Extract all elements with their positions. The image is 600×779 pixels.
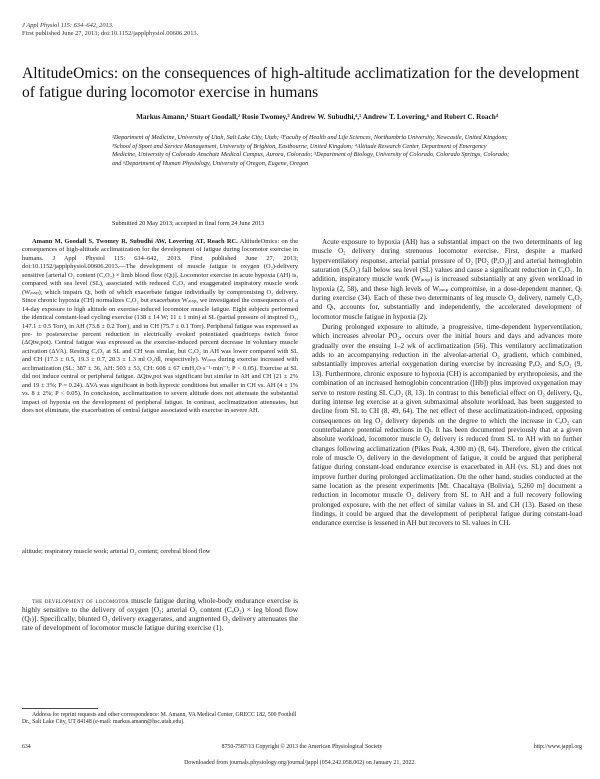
- paragraph-acute-hypoxia: Acute exposure to hypoxia (AH) has a substantial impact on the two determinants of leg muscle O₂ delivery during strenuous locomotor exercise. First, despite a marked hyperventilatory response, arterial partial pressure of O₂ [PO₂ (PₐO₂)] and arterial hemoglobin saturation (SₐO₂) fall below sea level (SL) values and cause a significant reduction in CₐO₂. In addition, inspiratory muscle work (Wᵢₙₛₚ) is increased substantially at any given workload in hypoxia (2, 58), and these high levels of Wᵢₙₛₚ compromise, in a dose-dependent manner, Qₗ during exercise (34). Each of these two determinants of leg muscle O₂ delivery, namely CₐO₂ and Qₗ, accounts for, substantially and independently, the accelerated development of locomotor muscle fatigue in hypoxia (2).: [312, 238, 582, 321]
- page-number: 634: [22, 744, 31, 750]
- page-footer: [22, 744, 582, 752]
- journal-url[interactable]: http://www.jappl.org: [533, 744, 582, 750]
- journal-header: [22, 22, 198, 39]
- download-notice: Downloaded from journals.physiology.org/journal/jappl (054.242.058.002) on January 21, 2022.: [184, 760, 416, 766]
- keywords: [22, 548, 298, 556]
- correspondence-footnote: [22, 712, 298, 727]
- copyright-line: 8750-7587/13 Copyright © 2013 the American Physiological Society: [221, 744, 383, 750]
- right-column: [312, 238, 582, 529]
- introduction-start: [22, 596, 298, 633]
- correspondence-text: Address for reprint requests and other correspondence: M. Amann, VA Medical Center, GRECC 182, 500 Foothill Dr., Salt Lake City, UT 84148 (e-mail: markus.amann@hsc.utah.edu).: [22, 712, 297, 726]
- abstract-citation: Amann M, Goodall S, Twomey R, Subudhi AW, Lovering AT, Roach RC.: [32, 238, 238, 245]
- intro-lead: the development of locomotor: [32, 596, 129, 605]
- footnote-divider: [22, 708, 98, 709]
- intro-text: muscle fatigue during whole-body endurance exercise is highly sensitive to the delivery of oxygen [O₂; arterial O₂ content (CₐO₂) × leg blood flow (Qₗ)]. Specifically, blunted O₂ delivery exaggerates, and augmented O₂ delivery attenuates the rate of development of locomotor muscle fatigue during exercise (1).: [22, 596, 298, 633]
- article-title: AltitudeOmics: on the consequences of high-altitude acclimatization for the development of fatigue during locomotor exercise in humans: [22, 65, 580, 101]
- abstract-text: AltitudeOmics: on the consequences of high-altitude acclimatization for the development of fatigue during locomotor exercise in humans. J Appl Physiol 115: 634–642, 2013. First published June 27, 2013; doi:10.1152/japplphysiol.00606.2013.—The development of muscle fatigue is oxygen (O₂)-delivery sensitive [arterial O₂ content (CₐO₂) × limb blood flow (Qₗ)]. Locomotor exercise in acute hypoxia (AH) is, compared with sea level (SL), associated with reduced CₐO₂ and exaggerated inspiratory muscle work (Wᵢₙₛₚ), which impairs Qₗ, both of which exacerbate fatigue individually by compromising O₂ delivery. Since chronic hypoxia (CH) normalizes CₐO₂ but exacerbates Wᵢₙₛₚ, we investigated the consequences of a 14-day exposure to high altitude on exercise-induced locomotor muscle fatigue. Eight subjects performed the identical constant-load cycling exercise (138 ± 14 W; 11 ± 1 min) at SL (partial pressure of inspired O₂, 147.1 ± 0.5 Torr), in AH (73.8 ± 0.2 Torr), and in CH (75.7 ± 0.1 Torr). Peripheral fatigue was expressed as pre- to postexercise percent reduction in electrically evoked potentiated quadriceps twitch force (ΔQtw,pot). Central fatigue was expressed as the exercise-induced percent decrease in voluntary muscle activation (ΔVA). Resting CₐO₂ at SL and CH was similar, but CₐO₂ in AH was lower compared with SL and CH (17.3 ± 0.5, 19.3 ± 0.7, 20.3 ± 1.3 ml O₂/dl, respectively). Wᵢₙₛₚ during exercise increased with acclimatization (SL: 387 ± 36, AH: 503 ± 53, CH: 608 ± 67 cmH₂O·s⁻¹·min⁻¹; P < 0.05). Exercise at SL did not induce central or peripheral fatigue. ΔQtw,pot was significant but similar in AH and CH (21 ± 2% and 19 ± 3%; P = 0.24). ΔVA was significant in both hypoxic conditions but smaller in CH vs. AH (4 ± 1% vs. 8 ± 2%; P < 0.05). In conclusion, acclimatization to severe altitude does not attenuate the substantial impact of hypoxia on the development of peripheral fatigue. In contrast, acclimatization attenuates, but does not eliminate, the exacerbation of central fatigue associated with exercise in severe AH.: [22, 238, 298, 415]
- author-list: Markus Amann,¹ Stuart Goodall,² Rosie Twomey,³ Andrew W. Subudhi,⁴,⁵ Andrew T. Lovering,⁶ and Robert C. Roach⁴: [136, 113, 498, 121]
- journal-doi: First published June 27, 2013; doi:10.1152/japplphysiol.00606.2013.: [22, 30, 199, 38]
- paragraph-prolonged-exposure: During prolonged exposure to altitude, a progressive, time-dependent hyperventilation, which increases alveolar PO₂, occurs over the initial hours and days and advances more gradually over the ensuing 1–2 wk of acclimatization (56). This ventilatory acclimatization adds to an accompanying reduction in the alveolar-arterial O₂ gradient, which combined, substantially improves arterial oxygenation during exercise by increasing PₐO₂ and SₐO₂ (9, 13). Furthermore, chronic exposure to hypoxia (CH) is accompanied by erythropoiesis, and the combination of an increased hemoglobin concentration ([Hb]) plus improved oxygenation may serve to restore resting SL CₐO₂ (8, 13). In contrast to this beneficial effect on O₂ delivery, Qₗ, during intense leg exercise at a given submaximal absolute workload, has been suggested to decline from SL to CH (8, 49, 64). The net effect of these acclimatization-induced, opposing consequences on leg O₂ delivery depends on the degree to which the increase in CₐO₂ can counterbalance potential reductions in Qₗ. It has been documented previously that at a given absolute workload, locomotor muscle O₂ delivery is reduced from SL to AH with no further changes following acclimatization (Pikes Peak, 4,300 m) (8, 64). Therefore, given the critical role of muscle O₂ delivery in the development of fatigue, it could be argued that peripheral fatigue during constant-load endurance exercise is exacerbated in AH (vs. SL) and does not improve further during prolonged acclimatization. On the other hand, studies conducted at the same location as the present experiments [Mt. Chacaltaya (Bolivia), 5,260 m] document a reduction in locomotor muscle O₂ delivery from SL to AH and a full recovery following prolonged exposure, with the net effect of similar values in SL and CH (13). Based on these findings, it could be argued that the development of peripheral fatigue during constant-load endurance exercise is lessened in AH but recovers to SL values in CH.: [312, 323, 582, 528]
- journal-citation: J Appl Physiol 115: 634–642, 2013.: [22, 22, 114, 29]
- keywords-text: altitude; respiratory muscle work; arterial O₂ content; cerebral blood flow: [22, 548, 211, 555]
- abstract: [22, 238, 298, 416]
- affiliations: ¹Department of Medicine, University of Utah, Salt Lake City, Utah; ²Faculty of Health and Life Sciences, Northumbria University, Newcastle, United Kingdom; ³School of Sport and Service Management, University of Brighton, Eastbourne, United Kingdom; ⁴Altitude Research Center, Department of Emergency Medicine, University of Colorado Anschutz Medical Campus, Aurora, Colorado; ⁵Department of Biology, University of Colorado, Colorado Springs, Colorado; and ⁶Department of Human Physiology, University of Oregon, Eugene, Oregon: [112, 134, 510, 167]
- submission-dates: Submitted 20 May 2013; accepted in final form 24 June 2013: [112, 220, 265, 227]
